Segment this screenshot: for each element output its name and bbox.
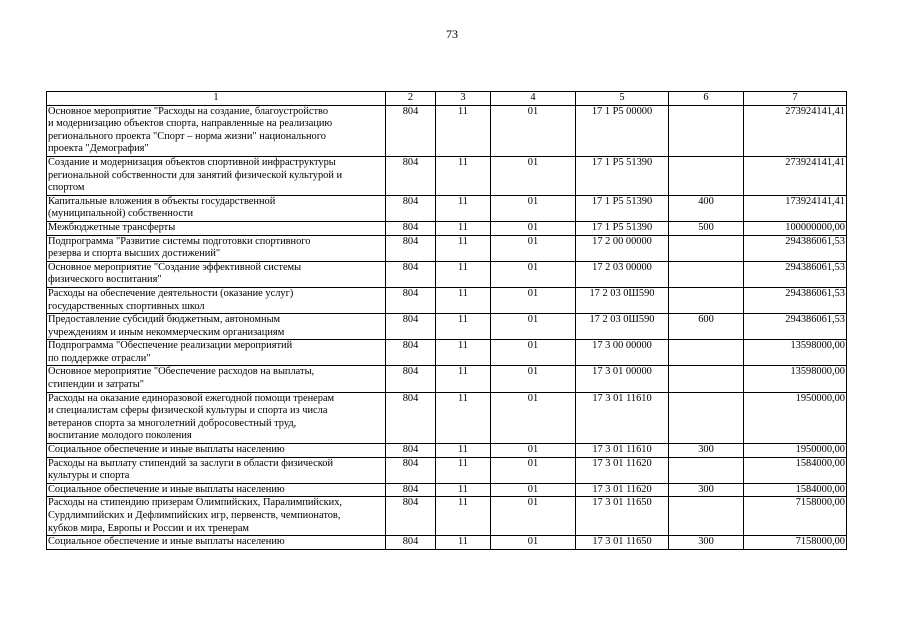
table-header-row [47,92,847,106]
expense-type-cell [669,392,744,443]
target-article-cell: 17 2 03 0Ш590 [576,314,669,340]
table-row [47,483,847,497]
row-name-cell: Создание и модернизация объектов спортивной инфраструктуры региональной собственности для занятий физической культурой и спортом [47,156,386,195]
table-row [47,314,847,340]
subsection-code-cell: 01 [491,261,576,287]
column-header: 3 [436,92,491,106]
amount-cell: 273924141,41 [744,156,847,195]
target-article-cell: 17 3 01 11650 [576,497,669,536]
section-code-cell: 11 [436,261,491,287]
ministry-code-cell: 804 [386,235,436,261]
row-name-cell: Основное мероприятие "Создание эффективной системы физического воспитания" [47,261,386,287]
ministry-code-cell: 804 [386,105,436,156]
amount-cell: 1584000,00 [744,483,847,497]
table-row [47,287,847,313]
subsection-code-cell: 01 [491,105,576,156]
expense-type-cell [669,497,744,536]
section-code-cell: 11 [436,235,491,261]
row-name-cell: Расходы на стипендию призерам Олимпийских, Паралимпийских, Сурдлимпийских и Дефлимпийских игр, первенств, чемпионатов, кубков мира, Европы и России и их тренерам [47,497,386,536]
subsection-code-cell: 01 [491,457,576,483]
table-row [47,105,847,156]
amount-cell: 7158000,00 [744,536,847,550]
subsection-code-cell: 01 [491,483,576,497]
column-header: 5 [576,92,669,106]
subsection-code-cell: 01 [491,195,576,221]
row-name-cell: Расходы на обеспечение деятельности (оказание услуг) государственных спортивных школ [47,287,386,313]
table-row [47,261,847,287]
amount-cell: 294386061,53 [744,287,847,313]
section-code-cell: 11 [436,536,491,550]
subsection-code-cell: 01 [491,221,576,235]
section-code-cell: 11 [436,105,491,156]
column-header: 7 [744,92,847,106]
expense-type-cell [669,340,744,366]
subsection-code-cell: 01 [491,314,576,340]
row-name-cell: Социальное обеспечение и иные выплаты населению [47,444,386,458]
column-header: 1 [47,92,386,106]
ministry-code-cell: 804 [386,444,436,458]
table-row [47,536,847,550]
table-row [47,497,847,536]
section-code-cell: 11 [436,340,491,366]
ministry-code-cell: 804 [386,392,436,443]
column-header: 2 [386,92,436,106]
target-article-cell: 17 3 01 11610 [576,444,669,458]
expense-type-cell: 300 [669,483,744,497]
row-name-cell: Подпрограмма "Обеспечение реализации мероприятий по поддержке отрасли" [47,340,386,366]
ministry-code-cell: 804 [386,497,436,536]
expense-type-cell: 600 [669,314,744,340]
amount-cell: 100000000,00 [744,221,847,235]
table-body [47,105,847,549]
table-row [47,221,847,235]
target-article-cell: 17 3 00 00000 [576,340,669,366]
amount-cell: 1584000,00 [744,457,847,483]
section-code-cell: 11 [436,497,491,536]
amount-cell: 1950000,00 [744,392,847,443]
row-name-cell: Предоставление субсидий бюджетным, автономным учреждениям и иным некоммерческим организациям [47,314,386,340]
amount-cell: 1950000,00 [744,444,847,458]
subsection-code-cell: 01 [491,235,576,261]
expense-type-cell [669,287,744,313]
ministry-code-cell: 804 [386,366,436,392]
expense-type-cell: 500 [669,221,744,235]
ministry-code-cell: 804 [386,483,436,497]
subsection-code-cell: 01 [491,536,576,550]
amount-cell: 173924141,41 [744,195,847,221]
expense-type-cell: 400 [669,195,744,221]
target-article-cell: 17 2 03 00000 [576,261,669,287]
section-code-cell: 11 [436,195,491,221]
amount-cell: 294386061,53 [744,261,847,287]
table-row [47,392,847,443]
section-code-cell: 11 [436,392,491,443]
target-article-cell: 17 2 00 00000 [576,235,669,261]
target-article-cell: 17 3 01 11620 [576,483,669,497]
section-code-cell: 11 [436,287,491,313]
row-name-cell: Расходы на оказание единоразовой ежегодной помощи тренерам и специалистам сферы физической культуры и спорта из числа ветеранов спорта за многолетний добросовестный труд, воспитание молодого поколения [47,392,386,443]
section-code-cell: 11 [436,156,491,195]
ministry-code-cell: 804 [386,340,436,366]
target-article-cell: 17 1 Р5 51390 [576,156,669,195]
row-name-cell: Социальное обеспечение и иные выплаты населению [47,483,386,497]
expense-type-cell [669,235,744,261]
subsection-code-cell: 01 [491,444,576,458]
target-article-cell: 17 3 01 11650 [576,536,669,550]
subsection-code-cell: 01 [491,392,576,443]
subsection-code-cell: 01 [491,156,576,195]
column-header: 4 [491,92,576,106]
target-article-cell: 17 1 Р5 00000 [576,105,669,156]
ministry-code-cell: 804 [386,314,436,340]
table-row [47,366,847,392]
expense-type-cell [669,261,744,287]
section-code-cell: 11 [436,221,491,235]
row-name-cell: Основное мероприятие "Расходы на создание, благоустройство и модернизацию объектов спорта, направленные на реализацию регионального проекта "Спорт – норма жизни" национального проекта "Демография" [47,105,386,156]
amount-cell: 273924141,41 [744,105,847,156]
subsection-code-cell: 01 [491,497,576,536]
section-code-cell: 11 [436,366,491,392]
row-name-cell: Капитальные вложения в объекты государственной (муниципальной) собственности [47,195,386,221]
expense-type-cell [669,366,744,392]
ministry-code-cell: 804 [386,156,436,195]
section-code-cell: 11 [436,457,491,483]
row-name-cell: Подпрограмма "Развитие системы подготовки спортивного резерва и спорта высших достижений" [47,235,386,261]
ministry-code-cell: 804 [386,261,436,287]
target-article-cell: 17 1 Р5 51390 [576,221,669,235]
row-name-cell: Межбюджетные трансферты [47,221,386,235]
budget-table [46,91,847,550]
subsection-code-cell: 01 [491,287,576,313]
column-header: 6 [669,92,744,106]
amount-cell: 294386061,53 [744,314,847,340]
target-article-cell: 17 3 01 11620 [576,457,669,483]
table-row [47,235,847,261]
target-article-cell: 17 1 Р5 51390 [576,195,669,221]
ministry-code-cell: 804 [386,195,436,221]
table-row [47,195,847,221]
target-article-cell: 17 2 03 0Ш590 [576,287,669,313]
subsection-code-cell: 01 [491,366,576,392]
target-article-cell: 17 3 01 11610 [576,392,669,443]
row-name-cell: Основное мероприятие "Обеспечение расходов на выплаты, стипендии и затраты" [47,366,386,392]
expense-type-cell [669,156,744,195]
table-row [47,457,847,483]
expense-type-cell [669,105,744,156]
ministry-code-cell: 804 [386,536,436,550]
ministry-code-cell: 804 [386,457,436,483]
page-number: 73 [446,27,458,41]
target-article-cell: 17 3 01 00000 [576,366,669,392]
amount-cell: 13598000,00 [744,366,847,392]
subsection-code-cell: 01 [491,340,576,366]
amount-cell: 13598000,00 [744,340,847,366]
amount-cell: 7158000,00 [744,497,847,536]
table-row [47,156,847,195]
expense-type-cell: 300 [669,536,744,550]
row-name-cell: Расходы на выплату стипендий за заслуги в области физической культуры и спорта [47,457,386,483]
section-code-cell: 11 [436,314,491,340]
expense-type-cell: 300 [669,444,744,458]
amount-cell: 294386061,53 [744,235,847,261]
table-row [47,340,847,366]
table-row [47,444,847,458]
ministry-code-cell: 804 [386,287,436,313]
ministry-code-cell: 804 [386,221,436,235]
row-name-cell: Социальное обеспечение и иные выплаты населению [47,536,386,550]
section-code-cell: 11 [436,483,491,497]
section-code-cell: 11 [436,444,491,458]
expense-type-cell [669,457,744,483]
